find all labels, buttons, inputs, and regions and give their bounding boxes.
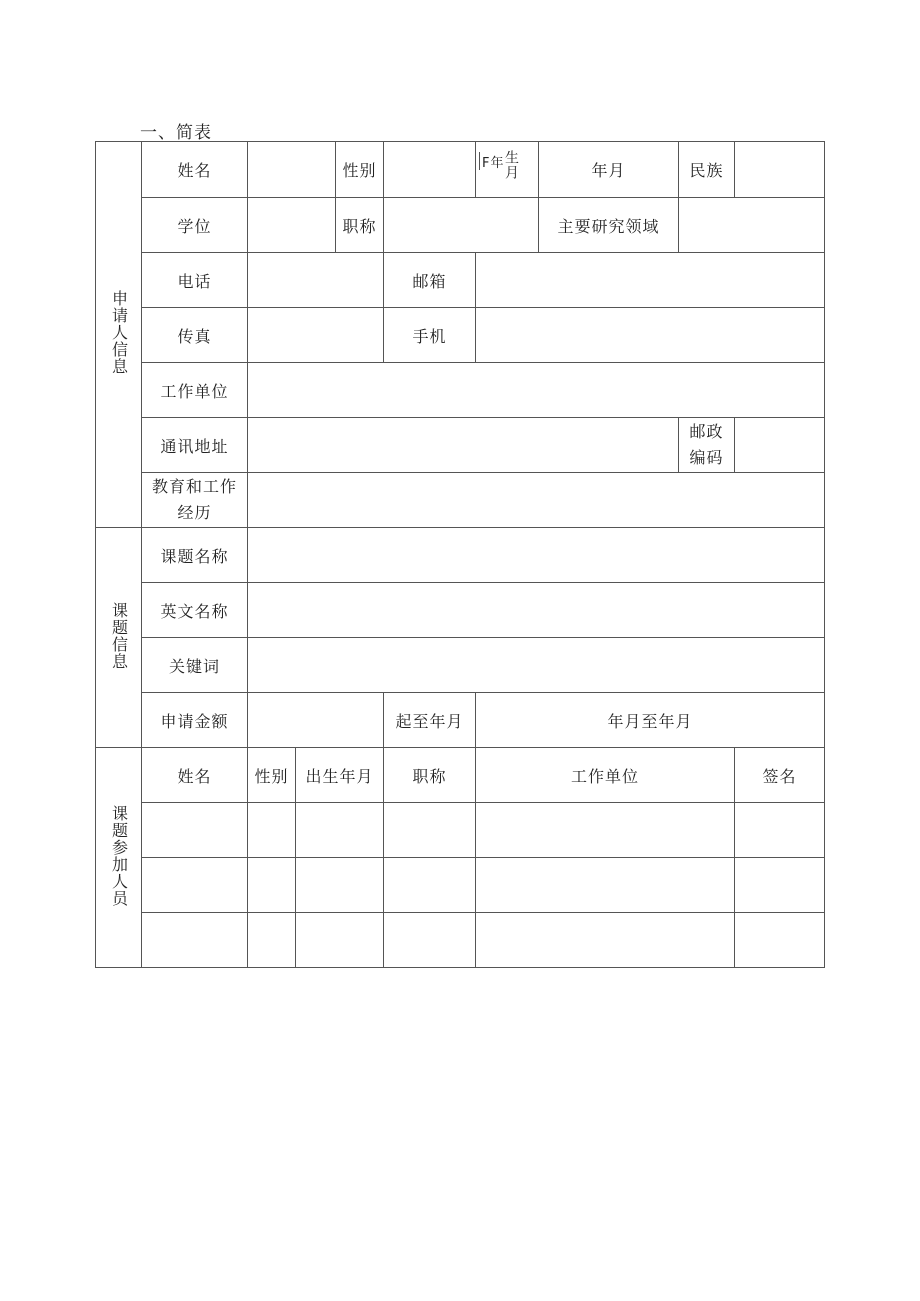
- page-heading: 一、简表: [140, 123, 212, 143]
- employer-field[interactable]: [248, 363, 825, 418]
- birth-field[interactable]: 年月: [539, 142, 679, 198]
- degree-field[interactable]: [248, 198, 336, 253]
- participant-gender-cell[interactable]: [248, 858, 296, 913]
- participant-title-cell[interactable]: [384, 803, 476, 858]
- section-topic: 课题信息: [96, 528, 142, 748]
- address-field[interactable]: [248, 418, 679, 473]
- fax-field[interactable]: [248, 308, 384, 363]
- postcode-field[interactable]: [735, 418, 825, 473]
- gender-label: 性别: [336, 142, 384, 198]
- participant-birth-cell[interactable]: [296, 913, 384, 968]
- research-label: 主要研究领域: [539, 198, 679, 253]
- participants-header-gender: 性别: [248, 748, 296, 803]
- participant-employer-cell[interactable]: [476, 803, 735, 858]
- email-field[interactable]: [476, 253, 825, 308]
- participant-row: [96, 858, 825, 913]
- english-name-label: 英文名称: [142, 583, 248, 638]
- section-participants: 课题参加人员: [96, 748, 142, 968]
- name-field[interactable]: [248, 142, 336, 198]
- period-label: 起至年月: [384, 693, 476, 748]
- postcode-label-line2: 编码: [689, 448, 724, 467]
- topic-name-field[interactable]: [248, 528, 825, 583]
- participant-employer-cell[interactable]: [476, 858, 735, 913]
- birth-label-left: F年: [482, 156, 505, 171]
- keywords-label: 关键词: [142, 638, 248, 693]
- english-name-field[interactable]: [248, 583, 825, 638]
- birth-label-right: 生月: [503, 150, 519, 180]
- address-label: 通讯地址: [142, 418, 248, 473]
- participant-signature-cell[interactable]: [735, 803, 825, 858]
- birth-label: [476, 142, 539, 198]
- participant-gender-cell[interactable]: [248, 913, 296, 968]
- title-field[interactable]: [384, 198, 539, 253]
- participants-header-birth: 出生年月: [296, 748, 384, 803]
- history-label: [142, 473, 248, 528]
- degree-label: 学位: [142, 198, 248, 253]
- name-label: 姓名: [142, 142, 248, 198]
- participant-title-cell[interactable]: [384, 858, 476, 913]
- mobile-label: 手机: [384, 308, 476, 363]
- history-label-line1: 教育和工作: [151, 477, 237, 496]
- history-field[interactable]: [248, 473, 825, 528]
- participant-signature-cell[interactable]: [735, 913, 825, 968]
- amount-field[interactable]: [248, 693, 384, 748]
- phone-label: 电话: [142, 253, 248, 308]
- participant-row: [96, 913, 825, 968]
- participants-header-signature: 签名: [735, 748, 825, 803]
- participant-employer-cell[interactable]: [476, 913, 735, 968]
- topic-name-label: 课题名称: [142, 528, 248, 583]
- amount-label: 申请金额: [142, 693, 248, 748]
- gender-field[interactable]: [384, 142, 476, 198]
- participant-name-cell[interactable]: [142, 858, 248, 913]
- fax-label: 传真: [142, 308, 248, 363]
- participant-row: [96, 803, 825, 858]
- participant-gender-cell[interactable]: [248, 803, 296, 858]
- participant-birth-cell[interactable]: [296, 858, 384, 913]
- participants-header-name: 姓名: [142, 748, 248, 803]
- participant-signature-cell[interactable]: [735, 858, 825, 913]
- participant-name-cell[interactable]: [142, 913, 248, 968]
- postcode-label-line1: 邮政: [689, 422, 724, 441]
- participants-header-employer: 工作单位: [476, 748, 735, 803]
- email-label: 邮箱: [384, 253, 476, 308]
- participants-header-title: 职称: [384, 748, 476, 803]
- keywords-field[interactable]: [248, 638, 825, 693]
- ethnicity-field[interactable]: [735, 142, 825, 198]
- postcode-label: [679, 418, 735, 473]
- application-form: [95, 141, 825, 968]
- section-applicant: 申请人信息: [96, 142, 142, 528]
- participant-name-cell[interactable]: [142, 803, 248, 858]
- research-field[interactable]: [679, 198, 825, 253]
- period-field[interactable]: 年月至年月: [476, 693, 825, 748]
- ethnicity-label: 民族: [679, 142, 735, 198]
- mobile-field[interactable]: [476, 308, 825, 363]
- phone-field[interactable]: [248, 253, 384, 308]
- participant-title-cell[interactable]: [384, 913, 476, 968]
- participant-birth-cell[interactable]: [296, 803, 384, 858]
- title-label: 职称: [336, 198, 384, 253]
- history-label-line2: 经历: [177, 503, 212, 522]
- employer-label: 工作单位: [142, 363, 248, 418]
